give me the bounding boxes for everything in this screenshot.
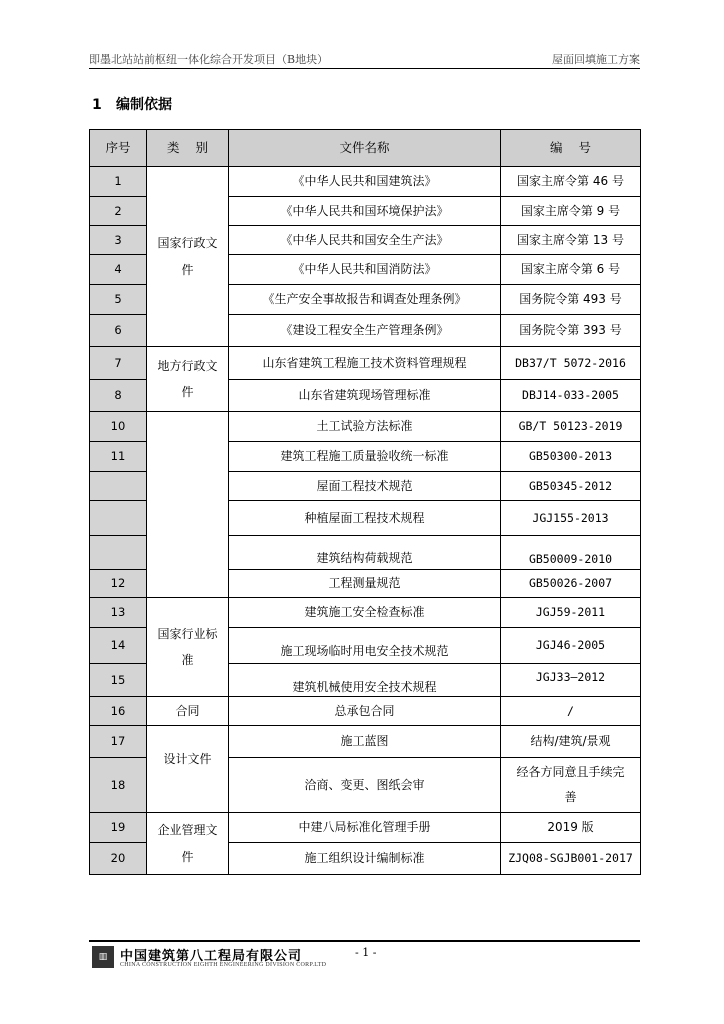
- section-number: 1: [92, 97, 102, 113]
- row-code: DB37/T 5072-2016: [501, 347, 641, 380]
- table-row: [90, 813, 641, 843]
- row-file-name: 工程测量规范: [229, 570, 501, 598]
- row-code: GB50300-2013: [501, 442, 641, 472]
- row-code: 国家主席令第 13 号: [501, 226, 641, 255]
- row-file-name: 山东省建筑现场管理标准: [229, 380, 501, 412]
- category-empty: [147, 412, 229, 598]
- row-code: GB50009-2010: [501, 536, 641, 570]
- row-code: GB50026-2007: [501, 570, 641, 598]
- row-code: DBJ14-033-2005: [501, 380, 641, 412]
- row-code: GB50345-2012: [501, 472, 641, 501]
- table-row: [90, 347, 641, 380]
- row-code: JGJ155-2013: [501, 501, 641, 536]
- header-project-name: 即墨北站站前枢纽一体化综合开发项目（B地块）: [89, 53, 329, 66]
- row-file-name: 建筑机械使用安全技术规程: [229, 664, 501, 697]
- header-file-name: 文件名称: [229, 130, 501, 167]
- row-file-name: 施工蓝图: [229, 726, 501, 758]
- row-code: ZJQ08-SGJB001-2017: [501, 843, 641, 875]
- row-seq: 8: [90, 380, 147, 412]
- row-seq: 3: [90, 226, 147, 255]
- row-seq: 14: [90, 628, 147, 664]
- row-seq: 20: [90, 843, 147, 875]
- table-row: [90, 412, 641, 442]
- table-header-row: [90, 130, 641, 167]
- table-row: [90, 598, 641, 628]
- row-file-name: 山东省建筑工程施工技术资料管理规程: [229, 347, 501, 380]
- category-local-admin: 地方行政文件: [147, 347, 229, 412]
- row-file-name: 《中华人民共和国消防法》: [229, 255, 501, 285]
- row-seq: 2: [90, 197, 147, 226]
- row-seq: 5: [90, 285, 147, 315]
- row-seq: 15: [90, 664, 147, 697]
- table-row: [90, 726, 641, 758]
- row-seq: 18: [90, 758, 147, 813]
- row-seq: 6: [90, 315, 147, 347]
- row-seq: 7: [90, 347, 147, 380]
- row-file-name: 屋面工程技术规范: [229, 472, 501, 501]
- row-seq: 17: [90, 726, 147, 758]
- row-seq: [90, 501, 147, 536]
- row-file-name: 《中华人民共和国环境保护法》: [229, 197, 501, 226]
- category-enterprise: 企业管理文件: [147, 813, 229, 875]
- footer-company-name: 中国建筑第八工程局有限公司: [120, 949, 303, 964]
- row-file-name: 施工现场临时用电安全技术规范: [229, 628, 501, 664]
- footer-company-name-en: CHINA CONSTRUCTION EIGHTH ENGINEERING DIVISION CORP.LTD: [120, 962, 327, 968]
- category-contract: 合同: [147, 697, 229, 726]
- header-code: 编 号: [501, 130, 641, 167]
- category-national-admin: 国家行政文件: [147, 167, 229, 347]
- table-row: [90, 697, 641, 726]
- category-design: 设计文件: [147, 726, 229, 813]
- row-seq: 11: [90, 442, 147, 472]
- row-file-name: 《中华人民共和国安全生产法》: [229, 226, 501, 255]
- table-row: [90, 167, 641, 197]
- row-code: 国家主席令第 46 号: [501, 167, 641, 197]
- row-file-name: 土工试验方法标准: [229, 412, 501, 442]
- basis-table: [89, 129, 641, 875]
- row-seq: 10: [90, 412, 147, 442]
- row-code: 国家主席令第 6 号: [501, 255, 641, 285]
- header-divider: [89, 68, 640, 69]
- row-seq: 12: [90, 570, 147, 598]
- row-seq: 16: [90, 697, 147, 726]
- row-seq: [90, 472, 147, 501]
- row-seq: 19: [90, 813, 147, 843]
- row-code: 结构/建筑/景观: [501, 726, 641, 758]
- row-file-name: 总承包合同: [229, 697, 501, 726]
- row-file-name: 建筑结构荷载规范: [229, 536, 501, 570]
- row-code: 2019 版: [501, 813, 641, 843]
- row-seq: [90, 536, 147, 570]
- row-code: 国家主席令第 9 号: [501, 197, 641, 226]
- row-code: GB/T 50123-2019: [501, 412, 641, 442]
- row-code: 国务院令第 493 号: [501, 285, 641, 315]
- row-code: JGJ46-2005: [501, 628, 641, 664]
- row-file-name: 《中华人民共和国建筑法》: [229, 167, 501, 197]
- row-file-name: 《生产安全事故报告和调查处理条例》: [229, 285, 501, 315]
- row-file-name: 建筑施工安全检查标准: [229, 598, 501, 628]
- header-doc-title: 屋面回填施工方案: [552, 53, 640, 66]
- row-code: JGJ59-2011: [501, 598, 641, 628]
- row-code: 国务院令第 393 号: [501, 315, 641, 347]
- page-number: - 1 -: [355, 946, 377, 959]
- row-seq: 1: [90, 167, 147, 197]
- row-code: 经各方同意且手续完善: [501, 758, 641, 813]
- section-heading: [92, 94, 172, 114]
- row-file-name: 种植屋面工程技术规程: [229, 501, 501, 536]
- company-logo-icon: ▥: [92, 946, 114, 968]
- row-file-name: 洽商、变更、图纸会审: [229, 758, 501, 813]
- footer-divider: [89, 940, 640, 942]
- category-national-industry: 国家行业标准: [147, 598, 229, 697]
- row-seq: 4: [90, 255, 147, 285]
- header-seq: 序号: [90, 130, 147, 167]
- row-seq: 13: [90, 598, 147, 628]
- header-category: 类 别: [147, 130, 229, 167]
- section-title: 编制依据: [116, 97, 172, 113]
- row-file-name: 中建八局标准化管理手册: [229, 813, 501, 843]
- row-code: JGJ33—2012: [501, 664, 641, 697]
- row-file-name: 建筑工程施工质量验收统一标准: [229, 442, 501, 472]
- row-file-name: 施工组织设计编制标准: [229, 843, 501, 875]
- row-file-name: 《建设工程安全生产管理条例》: [229, 315, 501, 347]
- row-code: /: [501, 697, 641, 726]
